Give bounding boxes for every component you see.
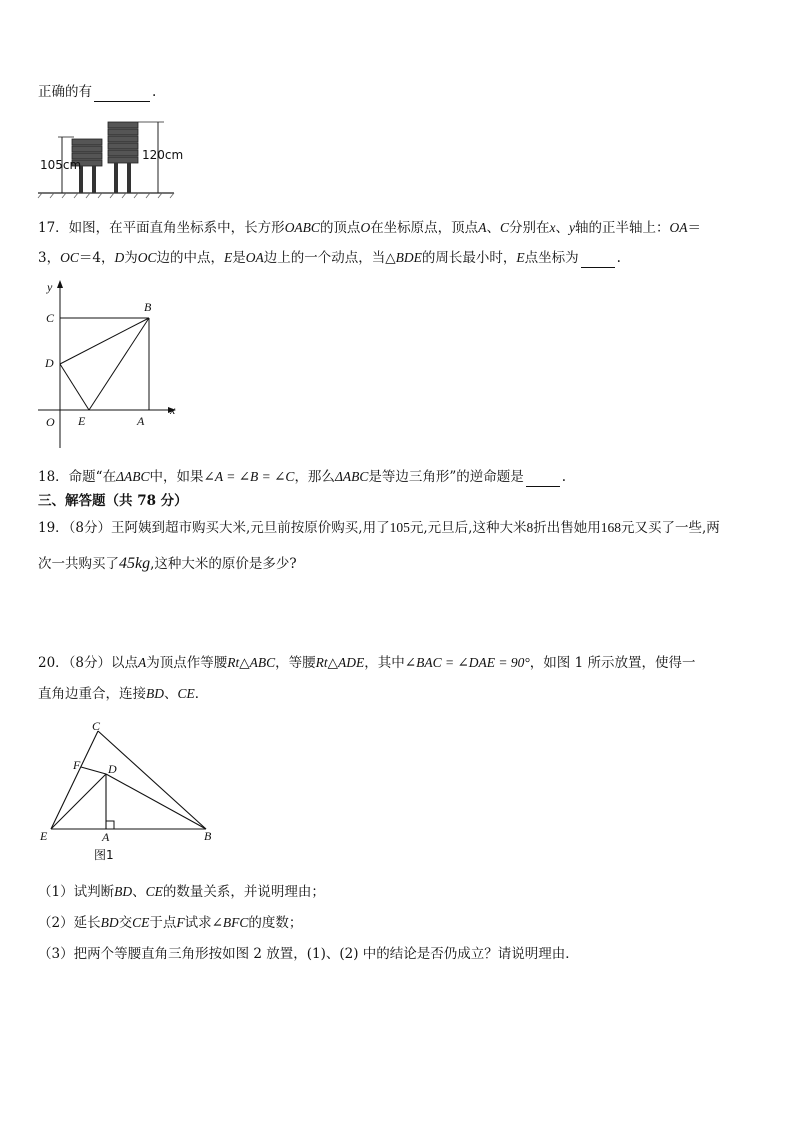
- axis-y-label: y: [47, 280, 53, 294]
- q17-line2: 3，OC＝4，D为OC边的中点，E是OA边上的一个动点，当△BDE的周长最小时，E点坐标为 .: [38, 250, 621, 266]
- fig16-heights-diagram: [38, 117, 184, 199]
- point-E-label: E: [40, 829, 48, 843]
- q19-line2: 次一共购买了45kg,这种大米的原价是多少?: [38, 555, 297, 572]
- answer-blank[interactable]: [94, 87, 150, 102]
- answer-blank[interactable]: [526, 472, 560, 487]
- point-D-label: D: [45, 356, 54, 370]
- section-3-heading: 三、解答题（共 78 分）: [38, 493, 188, 509]
- fig20-triangle-diagram: [36, 716, 226, 866]
- point-B-label: B: [204, 829, 212, 843]
- q20-sub3: （3）把两个等腰直角三角形按如图 2 放置，(1)、(2) 中的结论是否仍成立？请说明理由．: [38, 946, 579, 962]
- q18-line: 18．命题“在ΔABC中，如果∠A = ∠B = ∠C，那么ΔABC是等边三角形”的逆命题是 .: [38, 469, 567, 485]
- point-F-label: F: [73, 758, 81, 772]
- q16-tail: 正确的有 .: [38, 84, 157, 100]
- fig17-coordinate-diagram: [36, 278, 186, 450]
- point-C-label: C: [92, 719, 101, 733]
- q20-sub1: （1）试判断BD、CE的数量关系，并说明理由；: [38, 884, 325, 900]
- q20-line1: 20．（8分）以点A为顶点作等腰Rt△ABC，等腰Rt△ADE，其中∠BAC = ∠DAE = 90°，如图 1 所示放置，使得一: [38, 655, 696, 671]
- answer-blank[interactable]: [581, 253, 615, 268]
- q20-line2: 直角边重合，连接BD、CE．: [38, 686, 209, 702]
- axis-x-label: x: [170, 403, 176, 417]
- q17-line1: 17．如图，在平面直角坐标系中，长方形OABC的顶点O在坐标原点，顶点A、C分别在x、y轴的正半轴上：OA＝: [38, 220, 701, 236]
- label-105cm: 105cm: [40, 158, 82, 172]
- point-B-label: B: [144, 300, 152, 314]
- point-E-label: E: [78, 414, 86, 428]
- point-A-label: A: [102, 830, 110, 844]
- label-120cm: 120cm: [142, 148, 184, 162]
- q19-line1: 19．（8分）王阿姨到超市购买大米,元旦前按原价购买,用了105元,元旦后,这种大米8折出售她用168元又买了一些,两: [38, 520, 720, 536]
- point-O-label: O: [46, 415, 55, 429]
- point-D-label: D: [108, 762, 117, 776]
- figure-caption: 图1: [94, 848, 114, 862]
- point-C-label: C: [46, 311, 55, 325]
- q20-sub2: （2）延长BD交CE于点F试求∠BFC的度数；: [38, 915, 303, 931]
- point-A-label: A: [137, 414, 145, 428]
